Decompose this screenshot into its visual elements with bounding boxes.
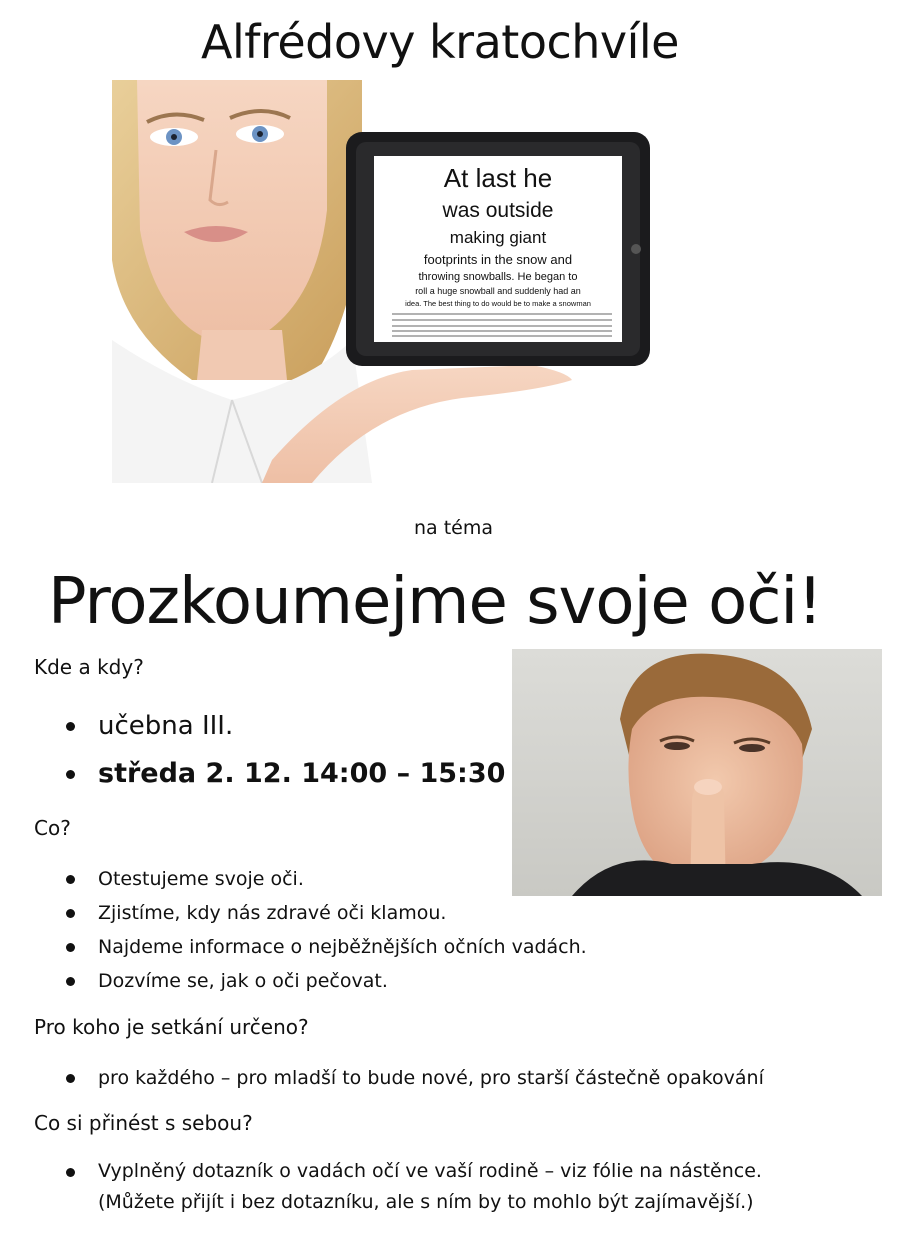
list-item-text: Vyplněný dotazník o vadách očí ve vaší rodině – viz fólie na nástěnce. <box>98 1160 762 1182</box>
list-item: Otestujeme svoje oči. <box>62 862 587 896</box>
where-when-list <box>62 702 505 798</box>
section-heading-where-when: Kde a kdy? <box>34 655 144 679</box>
subtitle: na téma <box>413 517 493 539</box>
list-item: Najdeme informace o nejběžnějších očních vadách. <box>62 930 587 964</box>
tablet-text-line: making giant <box>449 228 547 247</box>
tablet-text-line: At last he <box>443 163 553 193</box>
list-item: pro každého – pro mladší to bude nové, pro starší částečně opakování <box>62 1061 764 1095</box>
section-heading-for-whom: Pro koho je setkání určeno? <box>34 1015 309 1039</box>
list-item-note: (Můžete přijít i bez dotazníku, ale s ním by to mohlo být zajímavější.) <box>98 1191 754 1213</box>
list-item: středa 2. 12. 14:00 – 15:30 <box>62 750 505 798</box>
page-title: Alfrédovy kratochvíle <box>200 15 679 69</box>
list-item: Zjistíme, kdy nás zdravé oči klamou. <box>62 896 587 930</box>
list-item <box>62 1156 862 1218</box>
list-item: učebna III. <box>62 702 505 750</box>
tablet-text-line: idea. The best thing to do would be to make a snowman <box>405 299 591 308</box>
tablet-text-line: was outside <box>442 199 554 222</box>
section-heading-what: Co? <box>34 816 71 840</box>
what-list <box>62 862 587 998</box>
headline: Prozkoumejme svoje oči! <box>48 565 822 639</box>
woman-with-tablet-photo <box>112 80 652 483</box>
tablet-text-line: roll a huge snowball and suddenly had an <box>415 286 581 296</box>
for-whom-list <box>62 1061 764 1095</box>
what-to-bring-list <box>62 1156 862 1218</box>
tablet-text-line: footprints in the snow and <box>423 252 573 267</box>
child-photo <box>512 649 882 896</box>
tablet-text-line: throwing snowballs. He began to <box>418 271 578 283</box>
list-item: Dozvíme se, jak o oči pečovat. <box>62 964 587 998</box>
section-heading-what-to-bring: Co si přinést s sebou? <box>34 1111 253 1135</box>
